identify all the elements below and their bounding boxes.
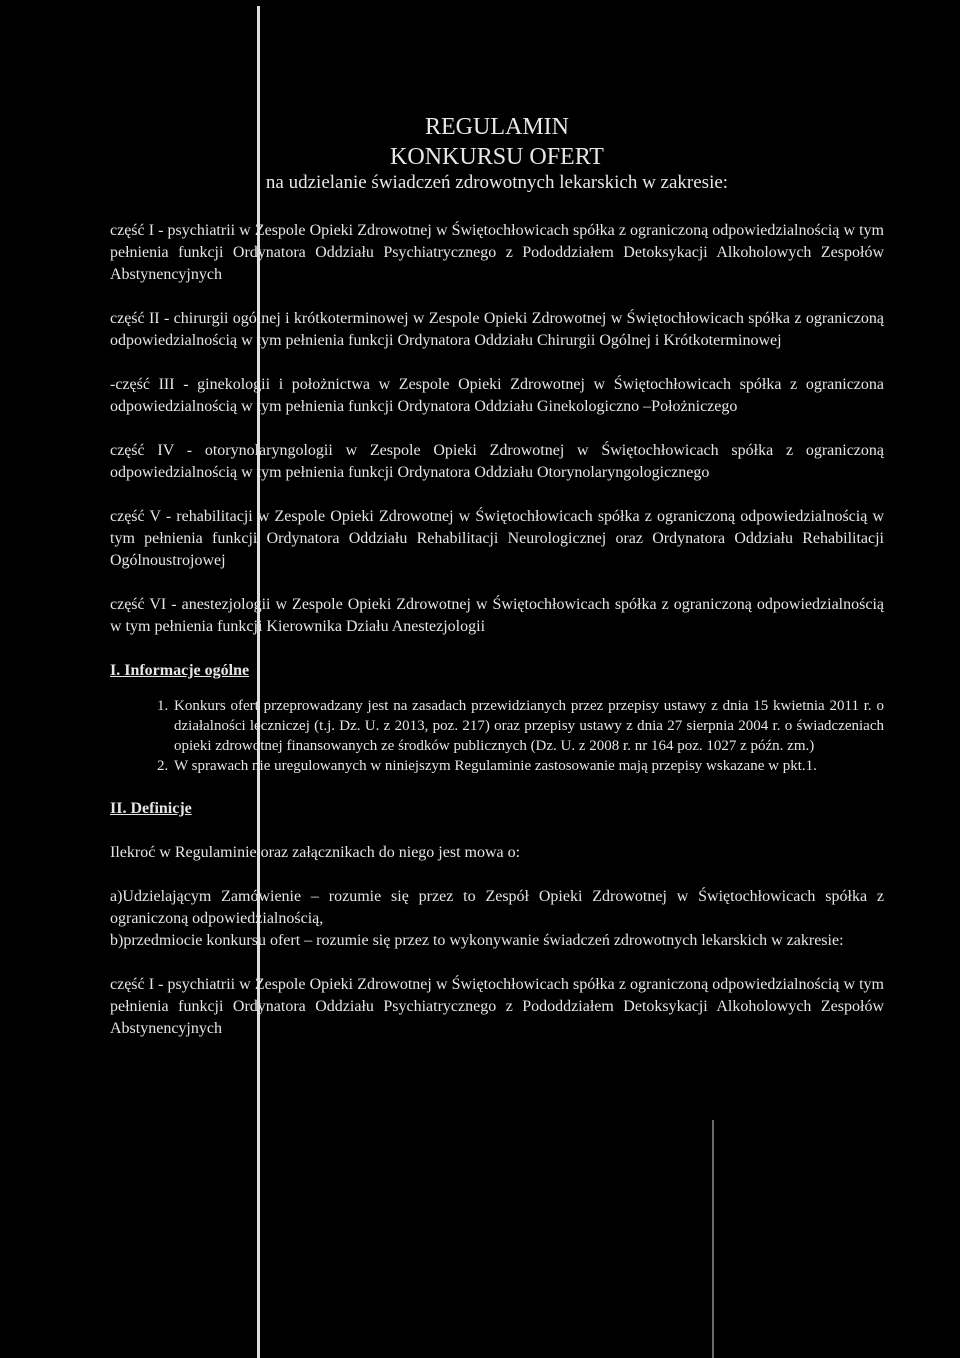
scan-artifact-line-faint — [712, 1120, 714, 1358]
title-block — [110, 112, 884, 194]
part-2: część II - chirurgii ogólnej i krótkoterminowej w Zespole Opieki Zdrowotnej w Świętochłowicach spółka z ograniczoną odpowiedzialnością w tym pełnienia funkcji Ordynatora Oddziału Chirurgii Ogólnej i Krótkoterminowej — [110, 310, 884, 349]
document-page — [110, 112, 884, 1040]
part-4: część IV - otorynolaryngologii w Zespole Opieki Zdrowotnej w Świętochłowicach spółka z ograniczoną odpowiedzialnością w tym pełnienia funkcji Ordynatora Oddziału Otorynolaryngologicznego — [110, 442, 884, 481]
section-1-list — [110, 696, 884, 776]
list-item: 2. W sprawach nie uregulowanych w niniejszym Regulaminie zastosowanie mają przepisy wskazane w pkt.1. — [172, 756, 884, 776]
section-2-heading: II. Definicje — [110, 800, 192, 817]
document-intro: na udzielanie świadczeń zdrowotnych lekarskich w zakresie: — [265, 172, 729, 193]
definition-a: a)Udzielającym Zamówienie – rozumie się przez to Zespół Opieki Zdrowotnej w Świętochłowicach spółka z ograniczoną odpowiedzialnością, — [110, 888, 884, 927]
document-subtitle: KONKURSU OFERT — [390, 144, 604, 170]
definition-b: b)przedmiocie konkursu ofert – rozumie się przez to wykonywanie świadczeń zdrowotnych lekarskich w zakresie: — [110, 932, 844, 949]
list-item: 1. Konkurs ofert przeprowadzany jest na zasadach przewidzianych przez przepisy ustawy z dnia 15 kwietnia 2011 r. o działalności leczniczej (t.j. Dz. U. z 2013, poz. 217) oraz przepisy ustawy z dnia 27 sierpnia 2004 r. o świadczeniach opieki zdrowotnej finansowanych ze środków publicznych (Dz. U. z 2008 r. nr 164 poz. 1027 z późn. zm.) — [172, 696, 884, 756]
section-1-heading: I. Informacje ogólne — [110, 662, 250, 679]
part-5: część V - rehabilitacji w Zespole Opieki Zdrowotnej w Świętochłowicach spółka z ograniczoną odpowiedzialnością w tym pełnienia funkcji Ordynatora Oddziału Rehabilitacji Neurologicznej oraz Ordynatora Oddziału Rehabilitacji Ogólnoustrojowej — [110, 508, 884, 569]
part-1: część I - psychiatrii w Zespole Opieki Zdrowotnej w Świętochłowicach spółka z ograniczoną odpowiedzialnością w tym pełnienia funkcji Ordynatora Oddziału Psychiatrycznego z Pododdziałem Detoksykacji Alkoholowych Zespołów Abstynencyjnych — [110, 222, 884, 283]
part-1-repeat: część I - psychiatrii w Zespole Opieki Zdrowotnej w Świętochłowicach spółka z ograniczoną odpowiedzialnością w tym pełnienia funkcji Ordynatora Oddziału Psychiatrycznego z Pododdziałem Detoksykacji Alkoholowych Zespołów Abstynencyjnych — [110, 976, 884, 1037]
document-title: REGULAMIN — [425, 114, 569, 140]
definitions-lead: Ilekroć w Regulaminie oraz załącznikach do niego jest mowa o: — [110, 844, 521, 861]
part-6: część VI - anestezjologii w Zespole Opieki Zdrowotnej w Świętochłowicach spółka z ograniczoną odpowiedzialnością w tym pełnienia funkcji Kierownika Działu Anestezjologii — [110, 596, 884, 635]
part-3: -część III - ginekologii i położnictwa w Zespole Opieki Zdrowotnej w Świętochłowicach spółka z ograniczona odpowiedzialnością w tym pełnienia funkcji Ordynatora Oddziału Ginekologiczno –Położniczego — [110, 376, 884, 415]
